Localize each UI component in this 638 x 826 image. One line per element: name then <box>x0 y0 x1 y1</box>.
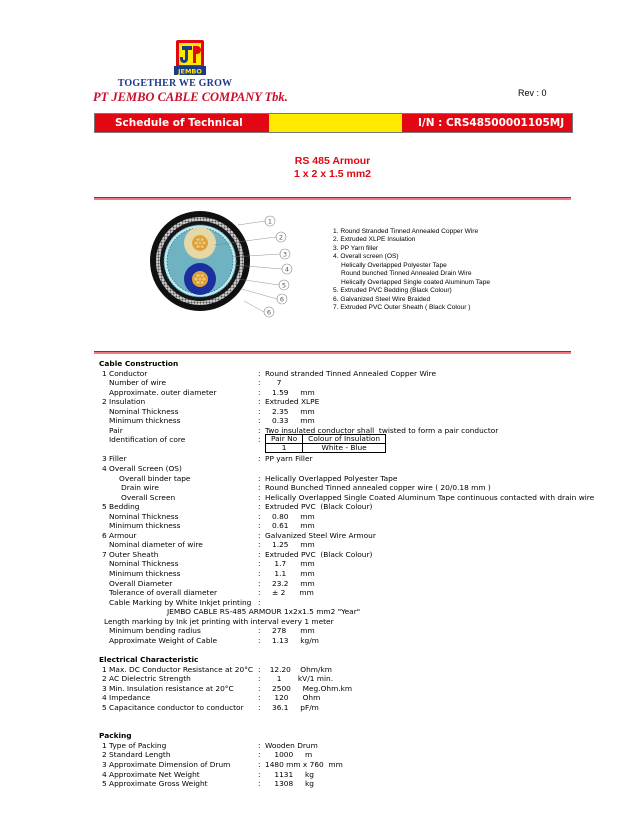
spec-label: 2 Insulation <box>102 397 146 407</box>
spec-label: 1 Max. DC Conductor Resistance at 20°C <box>102 664 254 674</box>
spec-colon: : <box>258 750 261 760</box>
spec-row <box>99 502 569 512</box>
spec-row <box>99 540 569 550</box>
spec-value: 0.80 mm <box>265 511 315 521</box>
spec-value: Two insulated conductor shall twisted to form a pair conductor <box>265 425 499 435</box>
spec-label: 2 AC Dielectric Strength <box>102 674 191 684</box>
spec-label: Pair <box>109 425 123 435</box>
callout-1: 1 <box>267 217 273 226</box>
spec-value: 23.2 mm <box>265 578 315 588</box>
spec-colon: : <box>258 626 261 636</box>
revision-label: Rev : 0 <box>518 88 547 98</box>
spec-value: 7 <box>265 378 282 388</box>
legend-item: Round bunched Tinned Annealed Drain Wire <box>341 270 472 278</box>
spec-colon: : <box>258 521 261 531</box>
spec-value: 1 kV/1 min. <box>265 674 334 684</box>
spec-colon: : <box>258 502 261 512</box>
spec-row <box>99 416 569 426</box>
spec-colon: : <box>258 435 261 445</box>
callout-6: 6 <box>279 295 285 304</box>
spec-row <box>99 388 569 398</box>
spec-value: 1.7 mm <box>265 559 315 569</box>
legend-item: Helically Overlapped Single coated Aluminum Tape <box>341 278 491 286</box>
spec-value: Helically Overlapped Single Coated Aluminum Tape continuous contacted with drain wire <box>265 492 595 502</box>
product-size: 1 x 2 x 1.5 mm2 <box>293 168 372 180</box>
spec-colon: : <box>258 406 261 416</box>
legend-item: 5. Extruded PVC Bedding (Black Colour) <box>333 287 452 295</box>
section-title-electrical: Electrical Characteristic <box>99 654 199 664</box>
spec-row <box>99 703 569 713</box>
spec-value: 36.1 pF/m <box>265 702 319 712</box>
spec-row <box>99 521 569 531</box>
document-title: Schedule of Technical Data <box>95 114 269 132</box>
spec-value: Galvanized Steel Wire Armour <box>265 530 376 540</box>
spec-label: 5 Bedding <box>102 502 140 512</box>
component-legend <box>333 228 490 313</box>
spec-row <box>99 474 569 484</box>
spec-colon: : <box>258 492 261 502</box>
header-yellow-band <box>269 114 402 132</box>
table-header-cell: Colour of Insulation <box>303 435 386 444</box>
spec-value: Helically Overlapped Polyester Tape <box>265 473 398 483</box>
spec-value: Round stranded Tinned Annealed Copper Wire <box>265 368 437 378</box>
spec-label: 4 Overall Screen (OS) <box>102 464 182 474</box>
callout-2: 2 <box>278 233 284 242</box>
spec-value: 1000 m <box>265 750 313 760</box>
spec-value: 2.35 mm <box>265 406 315 416</box>
spec-row <box>99 531 569 541</box>
callout-3: 3 <box>282 250 288 259</box>
section-title-packing: Packing <box>99 731 132 741</box>
spec-value: 12.20 Ohm/km <box>265 664 332 674</box>
spec-row <box>99 760 569 770</box>
spec-row <box>99 454 569 464</box>
legend-item: 4. Overall screen (OS) <box>333 253 399 261</box>
spec-value: 1131 kg <box>265 769 314 779</box>
legend-item: 1. Round Stranded Tinned Annealed Copper Wire <box>333 228 479 235</box>
spec-value: Extruded PVC (Black Colour) <box>265 549 373 559</box>
spec-colon: : <box>258 569 261 579</box>
spec-row <box>99 750 569 760</box>
spec-colon: : <box>258 397 261 407</box>
spec-row <box>99 626 569 636</box>
spec-row <box>99 569 569 579</box>
spec-colon: : <box>258 635 261 645</box>
spec-label: Nominal Thickness <box>109 559 179 569</box>
callout-7: 6 <box>266 308 272 317</box>
spec-value: 0.33 mm <box>265 416 315 426</box>
spec-value: 0.61 mm <box>265 521 315 531</box>
legend-item: Helically Overlapped Polyester Tape <box>341 261 447 269</box>
spec-label: 3 Approximate Dimension of Drum <box>102 759 231 769</box>
product-title <box>94 155 571 181</box>
spec-label: 6 Armour <box>102 530 137 540</box>
spec-value: Extruded XLPE <box>265 397 320 407</box>
spec-colon: : <box>258 664 261 674</box>
spec-label: Minimum bending radius <box>109 626 201 636</box>
spec-colon: : <box>258 530 261 540</box>
spec-row <box>99 559 569 569</box>
spec-row <box>99 684 569 694</box>
specification <box>99 359 595 789</box>
spec-label: Overall Screen <box>121 492 176 502</box>
spec-label: Minimum thickness <box>109 521 181 531</box>
spec-colon: : <box>258 674 261 684</box>
spec-colon: : <box>258 473 261 483</box>
table-header-cell: Pair No <box>266 435 303 444</box>
spec-row <box>99 445 569 455</box>
spec-label: Cable Marking by White Inkjet printing <box>109 597 252 607</box>
spec-value: 1308 kg <box>265 779 314 789</box>
spec-value: 1480 mm x 760 mm <box>265 759 343 769</box>
spec-value: 1.59 mm <box>265 387 315 397</box>
spec-label: Overall binder tape <box>119 473 191 483</box>
spec-label: Identification of core <box>109 435 186 445</box>
spec-row <box>99 770 569 780</box>
legend-item: 3. PP Yarn filler <box>333 244 379 252</box>
spec-colon: : <box>258 740 261 750</box>
divider-top <box>94 197 571 200</box>
marking-text: JEMBO CABLE RS-485 ARMOUR 1x2x1.5 mm2 "Year" <box>167 607 361 617</box>
spec-colon: : <box>258 597 261 607</box>
spec-value: 1.1 mm <box>265 569 315 579</box>
cable-cross-section <box>148 205 298 325</box>
spec-label: Minimum thickness <box>109 416 181 426</box>
marking-text-row <box>99 607 569 617</box>
document-header-bar <box>94 113 573 147</box>
spec-label: 3 Min. Insulation resistance at 20°C <box>102 683 234 693</box>
spec-colon: : <box>258 549 261 559</box>
spec-label: 4 Approximate Net Weight <box>102 769 200 779</box>
spec-colon: : <box>258 454 261 464</box>
spec-row <box>99 636 569 646</box>
spec-colon: : <box>258 693 261 703</box>
spec-colon: : <box>258 416 261 426</box>
spec-colon: : <box>258 483 261 493</box>
spec-value: 278 mm <box>265 626 315 636</box>
spec-colon: : <box>258 387 261 397</box>
spec-colon: : <box>258 378 261 388</box>
section-title-construction: Cable Construction <box>99 359 179 368</box>
spec-label: Nominal Thickness <box>109 406 179 416</box>
spec-colon: : <box>258 759 261 769</box>
table-cell: 1 <box>266 444 303 453</box>
spec-label: Nominal Thickness <box>109 511 179 521</box>
spec-label: 3 Filler <box>102 454 127 464</box>
spec-colon: : <box>258 779 261 789</box>
spec-row <box>99 407 569 417</box>
spec-label: 1 Type of Packing <box>102 740 167 750</box>
spec-row <box>99 483 569 493</box>
spec-value: PP yarn Filler <box>265 454 313 464</box>
spec-colon: : <box>258 540 261 550</box>
spec-colon: : <box>258 588 261 598</box>
spec-colon: : <box>258 578 261 588</box>
spec-row <box>99 579 569 589</box>
spec-label: 1 Conductor <box>102 368 148 378</box>
spec-value: 2500 Meg.Ohm.km <box>265 683 353 693</box>
spec-value: Round Bunched Tinned annealed copper wire ( 20/0.18 mm ) <box>265 483 491 493</box>
spec-row <box>99 598 569 608</box>
legend-item: 2. Extruded XLPE Insulation <box>333 236 416 244</box>
spec-value: 120 Ohm <box>265 693 321 703</box>
spec-row <box>99 588 569 598</box>
spec-row <box>99 378 569 388</box>
spec-row <box>99 397 569 407</box>
spec-row <box>99 693 569 703</box>
spec-row <box>99 492 595 503</box>
spec-label: 4 Impedance <box>102 693 151 703</box>
spec-label: Minimum thickness <box>109 569 181 579</box>
spec-label: 7 Outer Sheath <box>102 549 159 559</box>
product-name: RS 485 Armour <box>294 155 371 167</box>
item-number: I/N : CRS48500001105MJ <box>402 114 572 132</box>
callout-5: 5 <box>281 281 287 290</box>
spec-row <box>99 512 569 522</box>
legend-item: 6. Galvanized Steel Wire Braided <box>333 295 431 303</box>
spec-row <box>99 779 569 789</box>
callout-4: 4 <box>284 265 290 274</box>
spec-colon: : <box>258 702 261 712</box>
spec-label: Tolerance of overall diameter <box>109 588 218 598</box>
spec-row <box>99 434 569 453</box>
spec-label: 5 Capacitance conductor to conductor <box>102 702 244 712</box>
spec-row <box>99 674 569 684</box>
spec-row <box>99 665 569 675</box>
company-logo <box>170 38 210 78</box>
spec-colon: : <box>258 511 261 521</box>
spec-label: Approximate Weight of Cable <box>109 635 218 645</box>
company-name: PT JEMBO CABLE COMPANY Tbk. <box>93 90 288 104</box>
spec-value: Wooden Drum <box>265 740 318 750</box>
spec-label: Overall Diameter <box>109 578 173 588</box>
legend-item: 7. Extruded PVC Outer Sheath ( Black Colour ) <box>333 304 471 312</box>
spec-label: Nominal diameter of wire <box>109 540 203 550</box>
spec-label: Number of wire <box>109 378 167 388</box>
spec-colon: : <box>258 368 261 378</box>
spec-value: ± 2 mm <box>265 588 314 598</box>
company-tagline: TOGETHER WE GROW <box>117 78 233 89</box>
spec-row <box>99 741 569 751</box>
spec-colon: : <box>258 425 261 435</box>
spec-colon: : <box>258 559 261 569</box>
spec-row <box>99 369 569 379</box>
spec-label: 2 Standard Length <box>102 750 171 760</box>
spec-row <box>99 550 569 560</box>
divider-bottom <box>94 351 571 354</box>
spec-label: 5 Approximate Gross Weight <box>102 779 208 789</box>
spec-label: Drain wire <box>121 483 159 493</box>
marking-note: Length marking by Ink jet printing with interval every 1 meter <box>104 616 334 626</box>
spec-colon: : <box>258 769 261 779</box>
marking-note-row <box>99 617 569 627</box>
logo-text: JEMBO <box>178 67 202 76</box>
spec-value: 1.25 mm <box>265 540 315 550</box>
table-cell: White - Blue <box>303 444 386 453</box>
spec-label: Approximate. outer diameter <box>109 387 217 397</box>
spec-value: 1.13 kg/m <box>265 635 319 645</box>
spec-row <box>99 464 569 474</box>
spec-colon: : <box>258 683 261 693</box>
spec-value: Extruded PVC (Black Colour) <box>265 502 373 512</box>
